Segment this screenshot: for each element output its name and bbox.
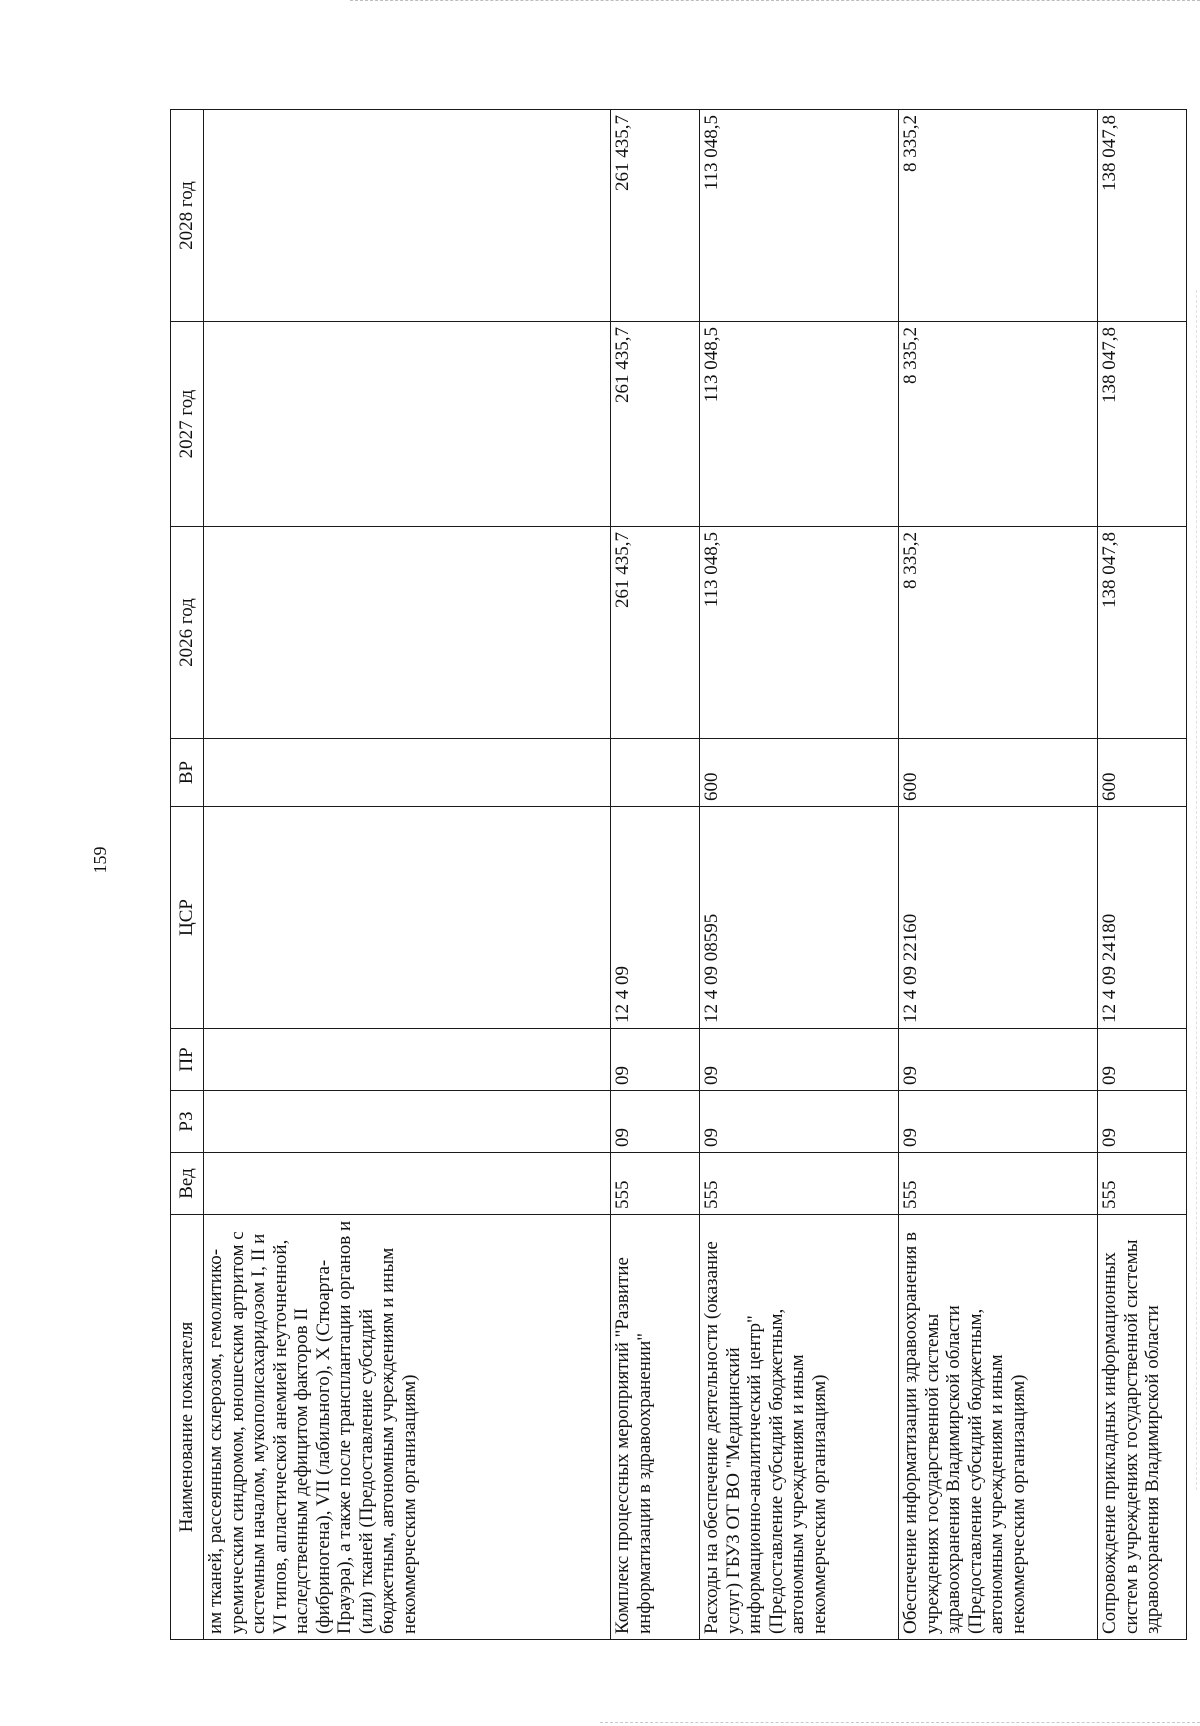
row-rz: 09: [611, 1091, 700, 1153]
row-2026: [204, 527, 611, 739]
row-2027: 113 048,5: [700, 322, 899, 527]
row-2027: 8 335,2: [899, 322, 1098, 527]
row-csr: 12 4 09 22160: [899, 807, 1098, 1029]
row-rz: [204, 1091, 611, 1153]
row-2028: 113 048,5: [700, 110, 899, 322]
row-2028: 138 047,8: [1098, 110, 1187, 322]
table-row: [1098, 110, 1187, 1640]
row-pr: 09: [611, 1029, 700, 1091]
row-ved: 555: [899, 1153, 1098, 1215]
row-ved: [204, 1153, 611, 1215]
rotated-page-content: [170, 110, 1163, 1640]
table-row: [611, 110, 700, 1640]
row-vr: [204, 739, 611, 807]
scan-edge-bottom: [600, 1722, 1200, 1724]
row-ved: 555: [700, 1153, 899, 1215]
budget-table: [170, 109, 1187, 1640]
row-2028: 261 435,7: [611, 110, 700, 322]
row-pr: 09: [1098, 1029, 1187, 1091]
row-2026: 113 048,5: [700, 527, 899, 739]
row-2027: [204, 322, 611, 527]
row-name: Сопровождение прикладных информационных систем в учреждениях государственной системы здравоохранения Владимирской области: [1098, 1215, 1187, 1640]
scan-edge-right: [1196, 290, 1198, 1490]
row-pr: 09: [899, 1029, 1098, 1091]
header-pr: ПР: [171, 1029, 204, 1091]
page-number: 159: [90, 846, 110, 874]
row-name: Комплекс процессных мероприятий "Развитие информатизации в здравоохранении": [611, 1215, 700, 1640]
header-vr: ВР: [171, 739, 204, 807]
scan-edge-top: [350, 0, 1200, 2]
header-2026: 2026 год: [171, 527, 204, 739]
header-2027: 2027 год: [171, 322, 204, 527]
row-rz: 09: [899, 1091, 1098, 1153]
row-2026: 261 435,7: [611, 527, 700, 739]
row-pr: [204, 1029, 611, 1091]
header-name: Наименование показателя: [171, 1215, 204, 1640]
row-rz: 09: [1098, 1091, 1187, 1153]
row-2027: 138 047,8: [1098, 322, 1187, 527]
row-csr: [204, 807, 611, 1029]
row-csr: 12 4 09 24180: [1098, 807, 1187, 1029]
row-2026: 138 047,8: [1098, 527, 1187, 739]
row-name: Обеспечение информатизации здравоохранения в учреждениях государственной системы здравоохранения Владимирской области (Предоставление субсидий бюджетным, автономным учреждениям и иным некоммерческим организациям): [899, 1215, 1098, 1640]
table-row: [700, 110, 899, 1640]
row-name: Расходы на обеспечение деятельности (оказание услуг) ГБУЗ ОТ ВО "Медицинский информационно-аналитический центр" (Предоставление субсидий бюджетным, автономным учреждениям и иным некоммерческим организациям): [700, 1215, 899, 1640]
row-pr: 09: [700, 1029, 899, 1091]
table-header-row: [171, 110, 204, 1640]
row-vr: [611, 739, 700, 807]
row-ved: 555: [611, 1153, 700, 1215]
row-rz: 09: [700, 1091, 899, 1153]
row-csr: 12 4 09 08595: [700, 807, 899, 1029]
row-2028: 8 335,2: [899, 110, 1098, 322]
header-ved: Вед: [171, 1153, 204, 1215]
row-name: им тканей, рассеянным склерозом, гемолитико-уремическим синдромом, юношеским артритом с системным началом, мукополисахаридозом I, II и VI типов, апластической анемией неуточненной, наследственным дефицитом факторов II (фибриногена), VII (лабильного), X (Стюарта-Прауэра), а также после трансплантации органов и (или) тканей (Предоставление субсидий бюджетным, автономным учреждениям и иным некоммерческим организациям): [204, 1215, 611, 1640]
row-2028: [204, 110, 611, 322]
row-csr: 12 4 09: [611, 807, 700, 1029]
header-2028: 2028 год: [171, 110, 204, 322]
row-2026: 8 335,2: [899, 527, 1098, 739]
row-vr: 600: [899, 739, 1098, 807]
table-row: [899, 110, 1098, 1640]
row-vr: 600: [1098, 739, 1187, 807]
row-2027: 261 435,7: [611, 322, 700, 527]
header-rz: РЗ: [171, 1091, 204, 1153]
header-csr: ЦСР: [171, 807, 204, 1029]
row-ved: 555: [1098, 1153, 1187, 1215]
row-vr: 600: [700, 739, 899, 807]
table-row: [204, 110, 611, 1640]
